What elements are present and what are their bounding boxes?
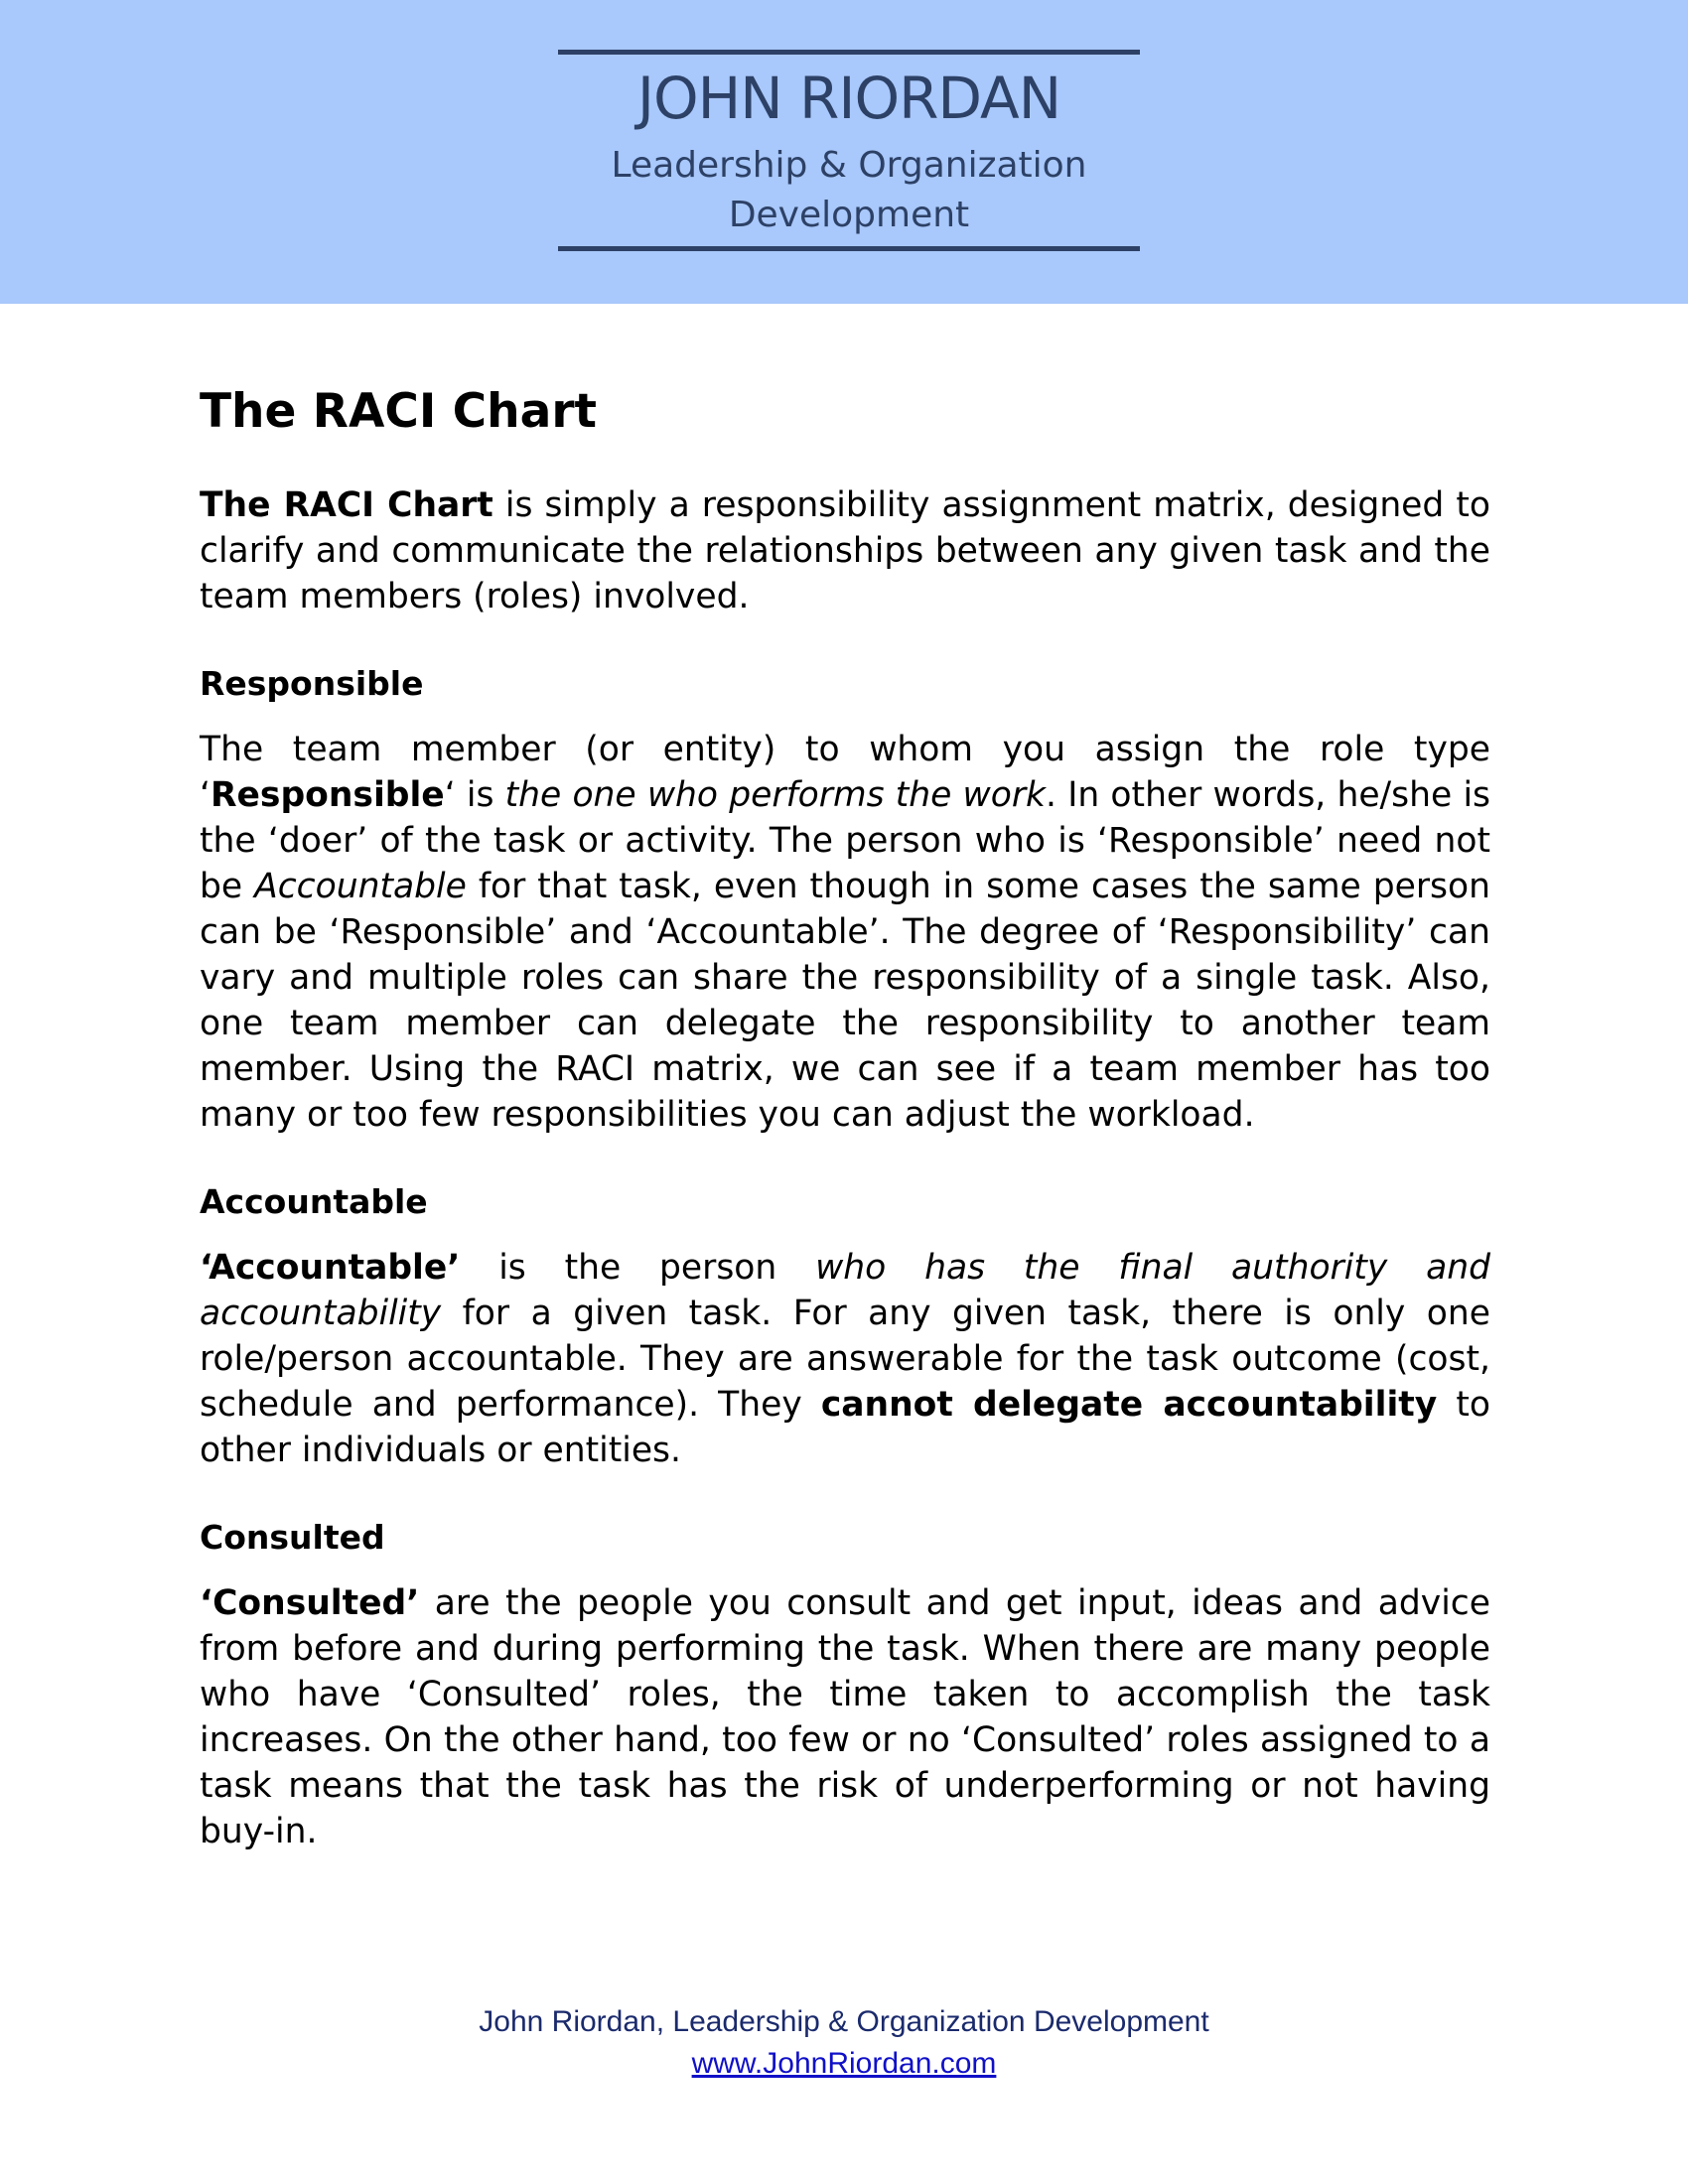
responsible-text-2: ‘ is	[444, 775, 505, 815]
responsible-bold-1: Responsible	[210, 775, 445, 815]
logo	[558, 50, 1140, 252]
logo-subtitle	[558, 141, 1140, 240]
accountable-text-1: is the person	[460, 1248, 816, 1288]
responsible-heading: Responsible	[200, 664, 424, 703]
accountable-italic-1: who has the final authority and accountability	[200, 1248, 1490, 1333]
document-body	[200, 381, 1490, 1854]
logo-subtitle-line-2: Development	[728, 195, 970, 235]
intro-text: is simply a responsibility assignment matrix, designed to clarify and communicate the relationships between any given task and the team members (roles) involved.	[200, 485, 1490, 616]
logo-top-rule	[558, 50, 1140, 55]
footer	[0, 2001, 1688, 2085]
consulted-text-1: are the people you consult and get input, ideas and advice from before and during performing the task. When there are many people who have ‘Consulted’ roles, the time taken to accomplish the task increases. On the other hand, too few or no ‘Consulted’ roles assigned to a task means that the task has the risk of underperforming or not having buy-in.	[200, 1583, 1490, 1851]
consulted-bold-1: ‘Consulted’	[200, 1583, 420, 1623]
logo-subtitle-line-1: Leadership & Organization	[611, 145, 1087, 186]
accountable-paragraph	[200, 1245, 1490, 1473]
intro-paragraph	[200, 482, 1490, 619]
responsible-paragraph	[200, 727, 1490, 1138]
accountable-bold-2: cannot delegate accountability	[820, 1385, 1438, 1425]
consulted-paragraph	[200, 1580, 1490, 1854]
accountable-bold-1: ‘Accountable’	[200, 1248, 461, 1288]
page-title: The RACI Chart	[200, 384, 597, 439]
footer-website-link[interactable]: www.JohnRiordan.com	[691, 2047, 997, 2080]
consulted-heading: Consulted	[200, 1518, 385, 1557]
responsible-italic-2: Accountable	[254, 867, 467, 906]
header-banner	[0, 0, 1688, 304]
accountable-heading: Accountable	[200, 1182, 428, 1221]
footer-line: John Riordan, Leadership & Organization Development	[479, 2005, 1209, 2038]
accountable-text-2: for a given task. For any given task, there is only one role/person accountable. They are answerable for the task outcome (cost, schedule and performance). They	[200, 1294, 1490, 1425]
responsible-text-1: The team member (or entity) to whom you assign the role type ‘	[200, 730, 1490, 815]
responsible-text-4: for that task, even though in some cases the same person can be ‘Responsible’ and ‘Accountable’. The degree of ‘Responsibility’ can vary and multiple roles can share the responsibility of a single task. Also, one team member can delegate the responsibility to another team member. Using the RACI matrix, we can see if a team member has too many or too few responsibilities you can adjust the workload.	[200, 867, 1491, 1135]
logo-name: JOHN RIORDAN	[636, 65, 1061, 132]
logo-bottom-rule	[558, 246, 1140, 251]
responsible-italic-1: the one who performs the work	[504, 775, 1047, 815]
accountable-text-3: to other individuals or entities.	[200, 1385, 1490, 1470]
responsible-text-3: . In other words, he/she is the ‘doer’ of the task or activity. The person who is ‘Responsible’ need not be	[200, 775, 1490, 906]
intro-bold: The RACI Chart	[200, 485, 493, 525]
